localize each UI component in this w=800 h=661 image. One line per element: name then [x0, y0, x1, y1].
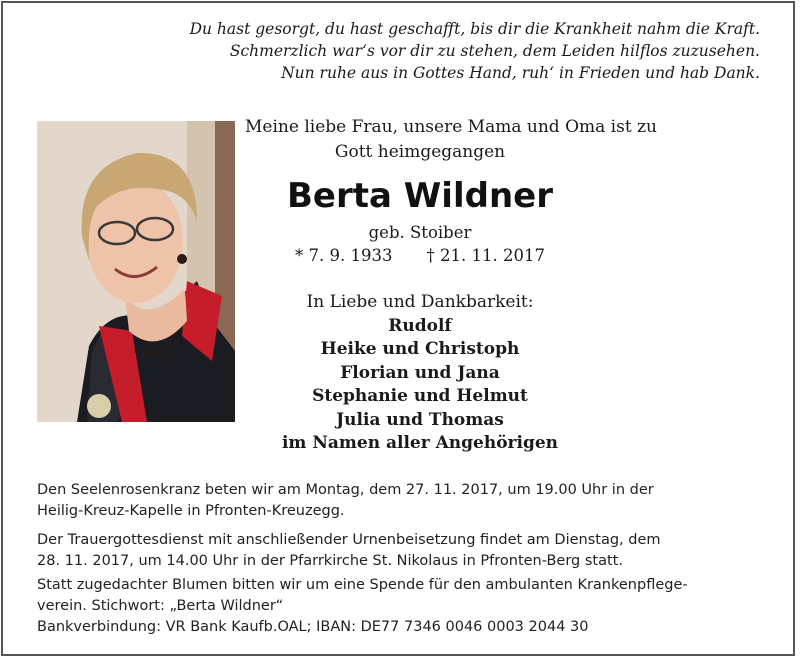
deceased-name: Berta Wildner — [287, 176, 553, 216]
mourner-name: Heike und Christoph — [320, 339, 520, 359]
intro-line: Meine liebe Frau, unsere Mama und Oma ist zu — [245, 117, 657, 137]
birth-date: * 7. 9. 1933 — [295, 246, 393, 265]
service-notice — [37, 530, 767, 572]
mourner-name: Rudolf — [388, 315, 452, 336]
death-date: † 21. 11. 2017 — [426, 246, 545, 265]
mourners-heading: In Liebe und Dankbarkeit: — [306, 292, 534, 312]
verse-line: Du hast gesorgt, du hast geschafft, bis dir die Krankheit nahm die Kraft. — [189, 20, 760, 38]
memorial-verse — [40, 18, 760, 84]
notice-line: Statt zugedachter Blumen bitten wir um eine Spende für den ambulanten Krankenpflege- — [37, 577, 688, 593]
verse-line: Nun ruhe aus in Gottes Hand, ruh‘ in Frieden und hab Dank. — [281, 64, 760, 82]
notice-line: Den Seelenrosenkranz beten wir am Montag, dem 27. 11. 2017, um 19.00 Uhr in der — [37, 482, 654, 498]
mourner-name: im Namen aller Angehörigen — [281, 433, 559, 453]
life-dates — [245, 244, 595, 268]
mourner-name: Florian und Jana — [340, 362, 500, 383]
donation-notice — [37, 575, 767, 638]
mourners-block — [245, 291, 595, 456]
announcement-intro — [245, 115, 657, 165]
notice-line: 28. 11. 2017, um 14.00 Uhr in der Pfarrkirche St. Nikolaus in Pfronten-Berg statt. — [37, 553, 623, 569]
bank-details: Bankverbindung: VR Bank Kaufb.OAL; IBAN: DE77 7346 0046 0003 2044 30 — [37, 619, 589, 635]
notice-line: verein. Stichwort: „Berta Wildner“ — [37, 598, 284, 614]
notice-line: Heilig-Kreuz-Kapelle in Pfronten-Kreuzegg. — [37, 503, 345, 519]
verse-line: Schmerzlich war‘s vor dir zu stehen, dem Leiden hilflos zuzusehen. — [229, 42, 760, 60]
portrait-photo — [37, 121, 235, 422]
notice-line: Der Trauergottesdienst mit anschließender Urnenbeisetzung findet am Dienstag, dem — [37, 532, 661, 548]
portrait-illustration — [37, 121, 235, 422]
intro-line: Gott heimgegangen — [334, 142, 506, 162]
maiden-name: geb. Stoiber — [368, 223, 472, 242]
mourner-name: Julia und Thomas — [336, 409, 504, 430]
mourner-name: Stephanie und Helmut — [312, 386, 528, 406]
rosary-notice — [37, 480, 767, 522]
